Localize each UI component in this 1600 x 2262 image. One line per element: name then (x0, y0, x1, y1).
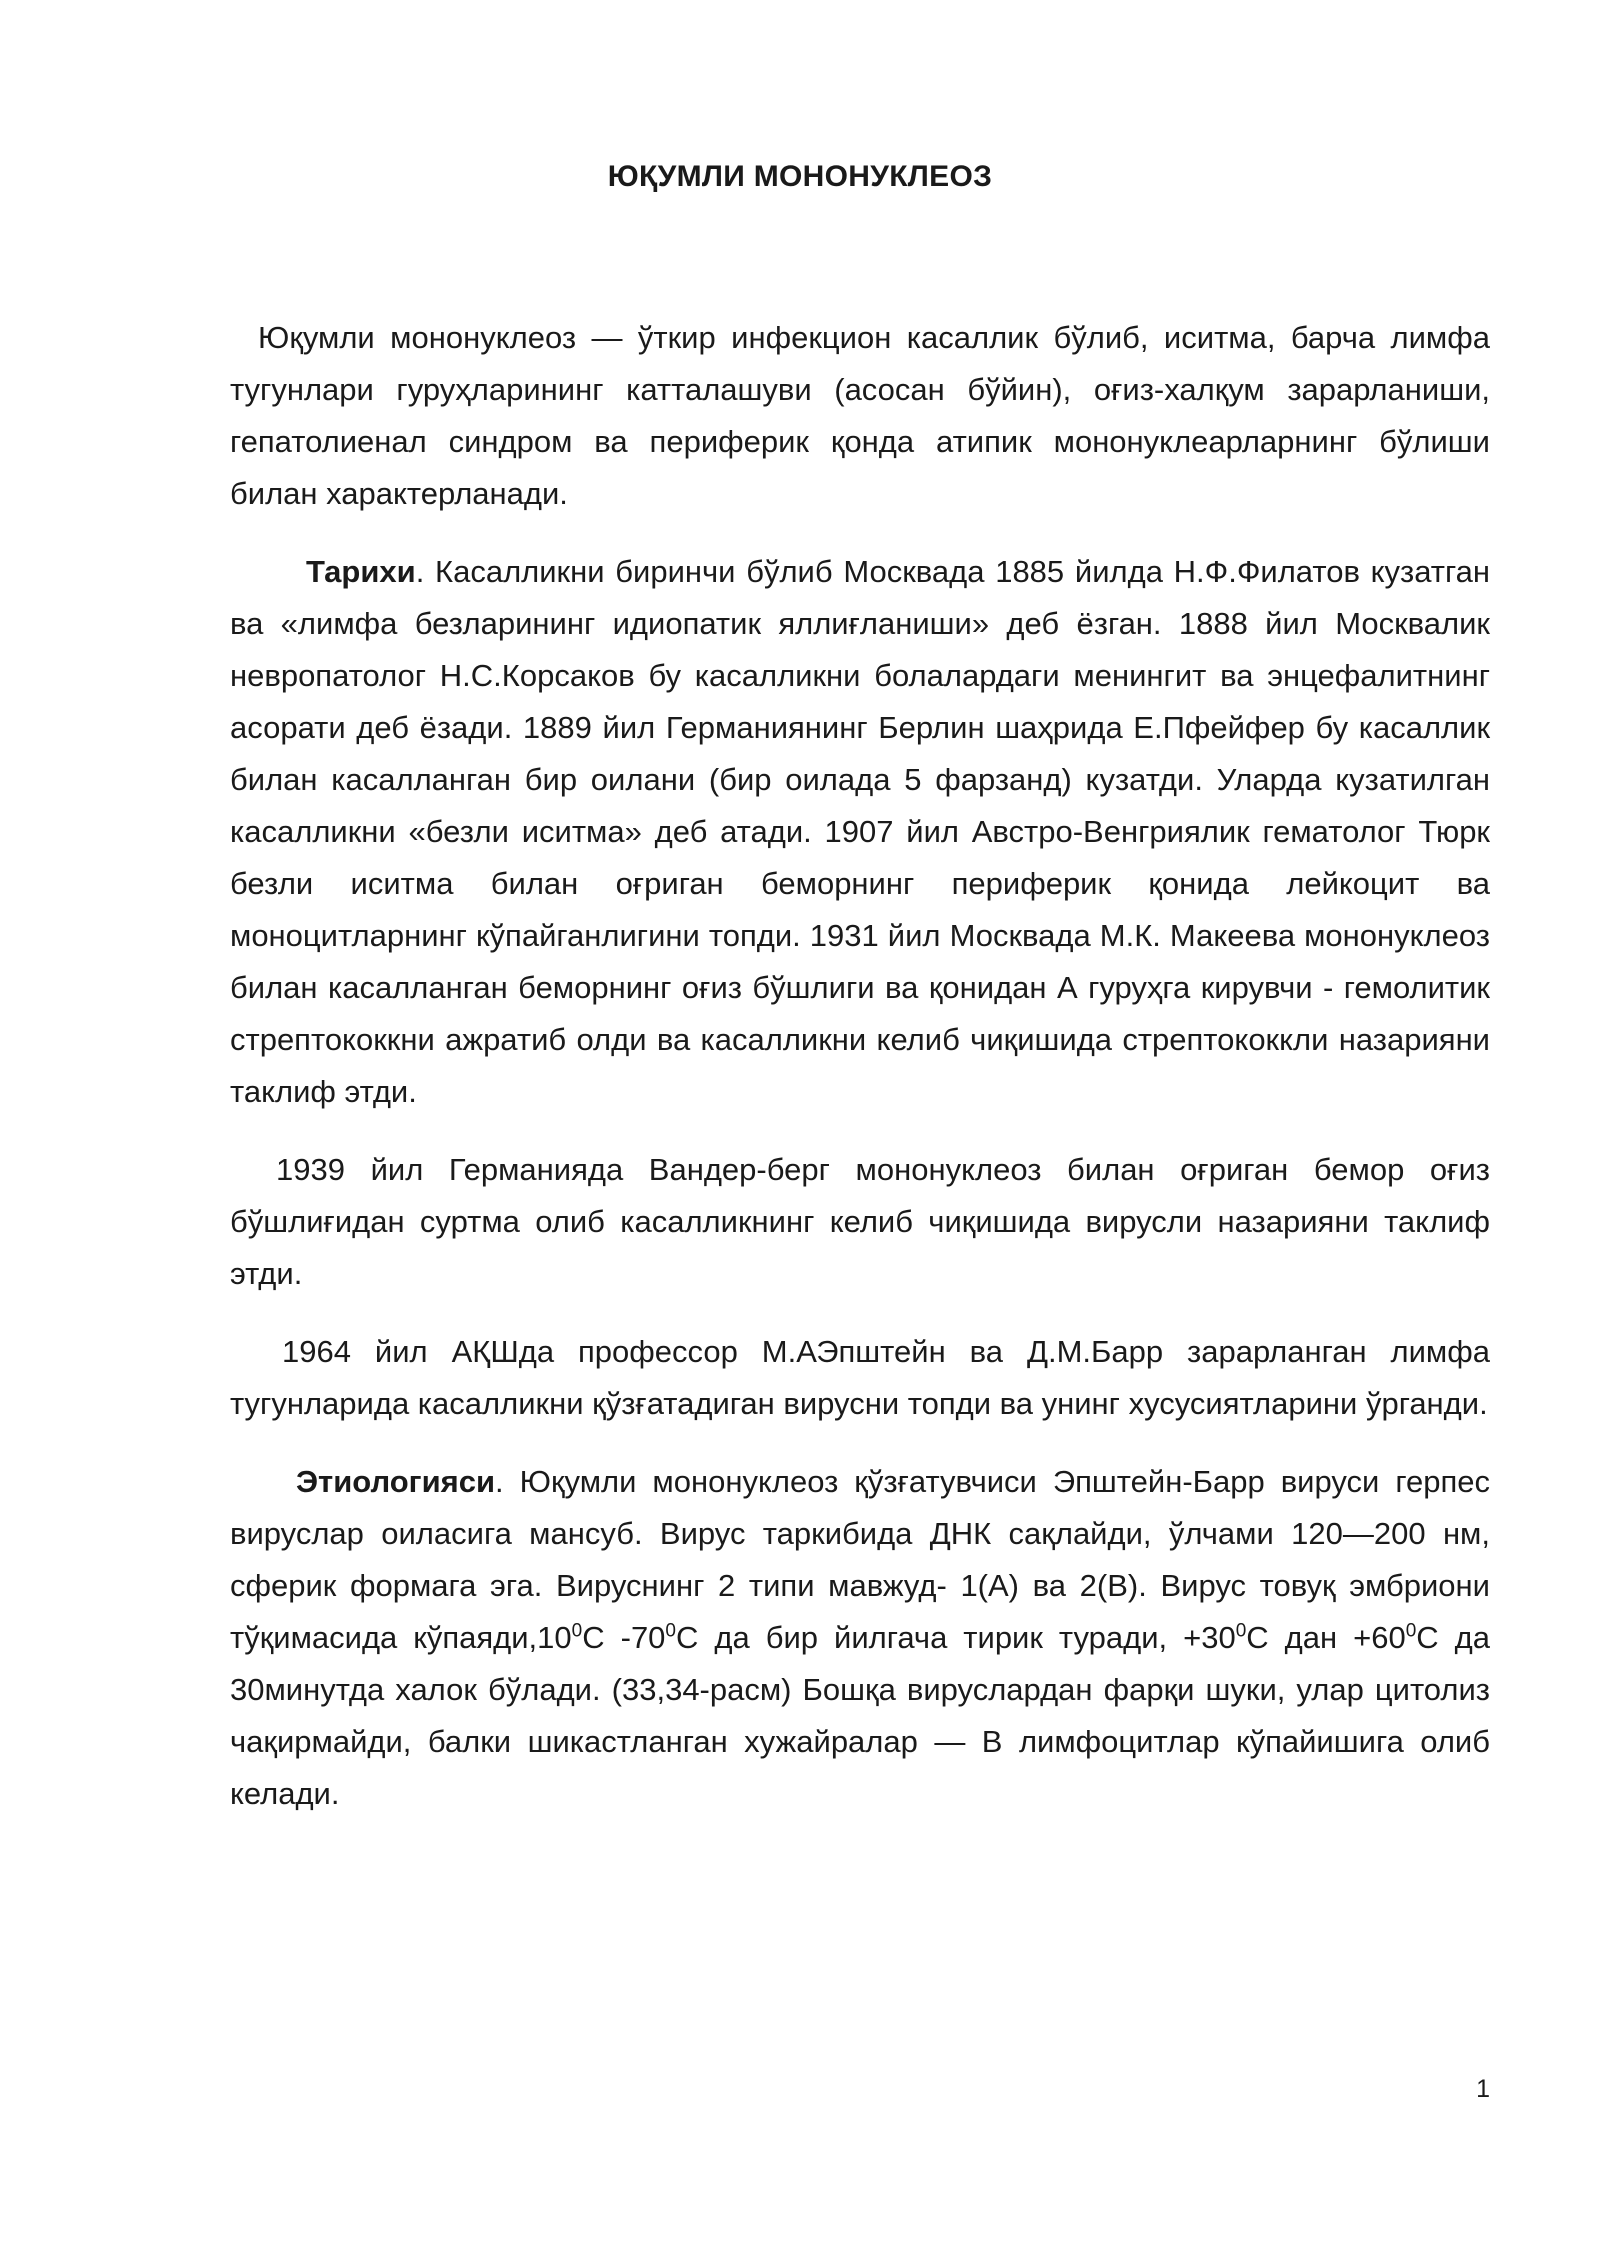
paragraph-1939: 1939 йил Германияда Вандер-берг мононуклеоз билан оғриган бемор оғиз бўшлиғидан суртма олиб касалликнинг келиб чиқишида вирусли назарияни таклиф этди. (230, 1152, 1490, 1291)
page-number: 1 (1476, 2075, 1490, 2103)
history-heading: Тарихи (306, 554, 416, 589)
paragraph-1964: 1964 йил АҚШда профессор М.АЭпштейн ва Д.М.Барр зарарланган лимфа тугунларида касалликни қўзғатадиган вирусни топди ва унинг хусусиятларини ўрганди. (230, 1334, 1490, 1421)
superscript-degree: 0 (1235, 1620, 1247, 1642)
etiology-text-5: С да 30минутда халок бўлади. (33,34-расм) Бошқа вируслардан фарқи шуки, улар цитолиз чақирмайди, балки шикастланган хужайралар — В лимфоцитлар кўпайишига олиб келади. (230, 1620, 1491, 1811)
document-body (230, 312, 1490, 1846)
superscript-degree: 0 (665, 1620, 676, 1642)
etiology-text-3: С да бир йилгача тирик туради, +30 (676, 1620, 1236, 1655)
history-text: . Касалликни биринчи бўлиб Москвада 1885 йилда Н.Ф.Филатов кузатган ва «лимфа безларининг идиопатик яллиғланиши» деб ёзган. 1888 йил Москвалик невропатолог Н.С.Корсаков бу касалликни болалардаги менингит ва энцефалитнинг асорати деб ёзади. 1889 йил Германиянинг Берлин шаҳрида Е.Пфейфер бу касаллик билан касалланган бир оилани (бир оилада 5 фарзанд) кузатди. Уларда кузатилган касалликни «безли иситма» деб атади. 1907 йил Австро-Венгриялик гематолог Тюрк безли иситма билан оғриган беморнинг периферик қонида лейкоцит ва моноцитларнинг кўпайганлигини топди. 1931 йил Москвада М.К. Макеева мононуклеоз билан касалланган беморнинг оғиз бўшлиги ва қонидан А гуруҳга кирувчи - гемолитик стрептококкни ажратиб олди ва касалликни келиб чиқишида стрептококкли назарияни таклиф этди. (230, 554, 1490, 1109)
paragraph-etiology (230, 1456, 1490, 1820)
superscript-degree: 0 (1405, 1620, 1417, 1642)
etiology-heading: Этиологияси (296, 1464, 496, 1499)
etiology-text-1: . Юқумли мононуклеоз қўзғатувчиси Эпштейн-Барр вируси герпес вируслар оиласига мансуб. Вирус таркибида ДНК сақлайди, ўлчами 120—200 нм, сферик формага эга. Вируснинг 2 типи мавжуд- 1(А) ва 2(В). Вирус товуқ эмбриони тўқимасида кўпаяди,10 (230, 1464, 1490, 1655)
superscript-degree: 0 (571, 1620, 583, 1642)
etiology-text-4: С дан +60 (1246, 1620, 1406, 1655)
page-title: ЮҚУМЛИ МОНОНУКЛЕОЗ (607, 160, 993, 193)
paragraph-history (230, 546, 1490, 1118)
etiology-text-2: С -70 (582, 1620, 666, 1655)
paragraph-intro: Юқумли мононуклеоз — ўткир инфекцион касаллик бўлиб, иситма, барча лимфа тугунлари гуруҳларининг катталашуви (асосан бўйин), оғиз-халқум зарарланиши, гепатолиенал синдром ва периферик қонда атипик мононуклеарларнинг бўлиши билан характерланади. (230, 320, 1490, 511)
